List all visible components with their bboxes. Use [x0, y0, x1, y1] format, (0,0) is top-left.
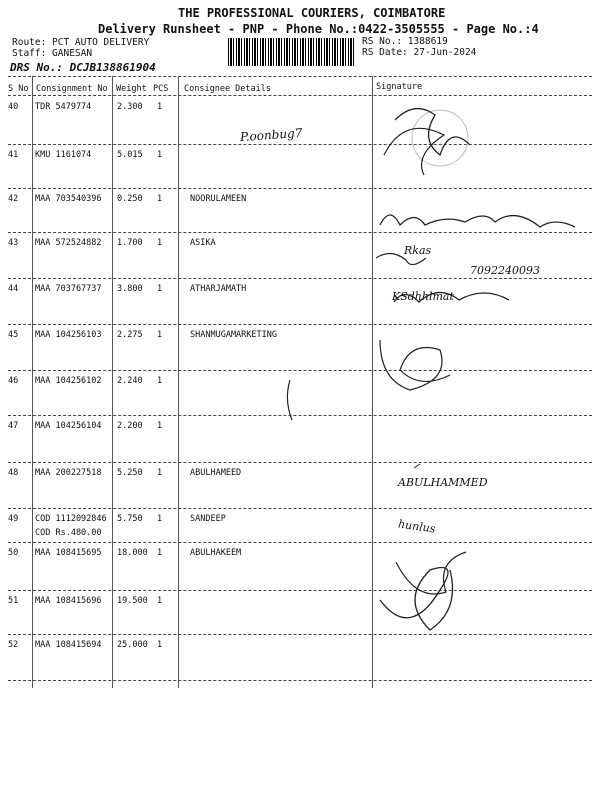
row-pcs: 1: [157, 376, 163, 386]
row-consignee: NOORULAMEEN: [190, 194, 247, 204]
row-sno: 50: [8, 548, 19, 558]
handwritten-phone: 7092240093: [470, 264, 540, 277]
row-sno: 47: [8, 421, 19, 431]
row-sno: 49: [8, 514, 19, 524]
row-consignment: TDR 5479774: [35, 102, 92, 112]
row-consignee: ABULHAKEEM: [190, 548, 242, 558]
handwritten-signature: Rkas: [404, 244, 432, 257]
row-cod-note: COD Rs.480.00: [35, 528, 102, 538]
row-consignment: MAA 703540396: [35, 194, 102, 204]
row-pcs: 1: [157, 330, 163, 340]
row-consignee: ATHARJAMATH: [190, 284, 247, 294]
row-sno: 52: [8, 640, 19, 650]
row-weight: 0.250: [117, 194, 143, 204]
row-consignment: MAA 108415694: [35, 640, 102, 650]
row-sno: 51: [8, 596, 19, 606]
row-pcs: 1: [157, 421, 163, 431]
row-pcs: 1: [157, 194, 163, 204]
row-weight: 2.200: [117, 421, 143, 431]
row-consignment: MAA 572524882: [35, 238, 102, 248]
row-weight: 2.275: [117, 330, 143, 340]
row-consignment: MAA 104256103: [35, 330, 102, 340]
handwritten-signature: hunlus: [397, 517, 437, 536]
rs-date: RS Date: 27-Jun-2024: [362, 47, 477, 58]
row-sno: 44: [8, 284, 19, 294]
row-sno: 43: [8, 238, 19, 248]
row-weight: 5.015: [117, 150, 143, 160]
route-label: Route: PCT AUTO DELIVERY: [12, 37, 150, 48]
row-sno: 41: [8, 150, 19, 160]
row-weight: 5.250: [117, 468, 143, 478]
row-consignment: MAA 703767737: [35, 284, 102, 294]
row-pcs: 1: [157, 548, 163, 558]
row-weight: 2.300: [117, 102, 143, 112]
handwritten-signature: ABULHAMMED: [398, 476, 488, 489]
row-pcs: 1: [157, 468, 163, 478]
row-pcs: 1: [157, 596, 163, 606]
col-consignment: Consignment No: [36, 84, 108, 94]
handwritten-note: P.oonbug7: [239, 125, 303, 145]
col-consignee: Consignee Details: [184, 84, 271, 94]
staff-label: Staff: GANESAN: [12, 48, 93, 59]
row-consignee: ASIKA: [190, 238, 216, 248]
row-consignment: KMU 1161074: [35, 150, 92, 160]
row-consignment: MAA 200227518: [35, 468, 102, 478]
row-sno: 45: [8, 330, 19, 340]
row-consignment: MAA 104256102: [35, 376, 102, 386]
runsheet-subtitle: Delivery Runsheet - PNP - Phone No.:0422-3505555 - Page No.:4: [98, 22, 539, 36]
col-sno: S No: [8, 84, 29, 94]
row-consignee: ABULHAMEED: [190, 468, 242, 478]
drs-number: DRS No.: DCJB138861904: [10, 61, 156, 74]
row-weight: 1.700: [117, 238, 143, 248]
row-consignee: SHANMUGAMARKETING: [190, 330, 277, 340]
row-consignment: MAA 104256104: [35, 421, 102, 431]
row-consignment: MAA 108415695: [35, 548, 102, 558]
row-pcs: 1: [157, 640, 163, 650]
row-weight: 3.800: [117, 284, 143, 294]
row-pcs: 1: [157, 238, 163, 248]
col-weight: Weight: [116, 84, 147, 94]
row-weight: 25.000: [117, 640, 148, 650]
row-weight: 18.000: [117, 548, 148, 558]
rs-number: RS No.: 1388619: [362, 36, 448, 47]
row-sno: 40: [8, 102, 19, 112]
row-pcs: 1: [157, 284, 163, 294]
row-pcs: 1: [157, 514, 163, 524]
handwritten-signature: KSdhhlmat: [392, 290, 454, 303]
row-sno: 48: [8, 468, 19, 478]
company-title: THE PROFESSIONAL COURIERS, COIMBATORE: [178, 6, 446, 20]
col-pcs: PCS: [153, 84, 169, 94]
row-sno: 46: [8, 376, 19, 386]
col-signature: Signature: [376, 82, 423, 92]
row-weight: 2.240: [117, 376, 143, 386]
row-consignment: COD 1112092846: [35, 514, 107, 524]
row-weight: 19.500: [117, 596, 148, 606]
row-pcs: 1: [157, 102, 163, 112]
row-weight: 5.750: [117, 514, 143, 524]
row-pcs: 1: [157, 150, 163, 160]
row-consignment: MAA 108415696: [35, 596, 102, 606]
row-consignee: SANDEEP: [190, 514, 226, 524]
row-sno: 42: [8, 194, 19, 204]
